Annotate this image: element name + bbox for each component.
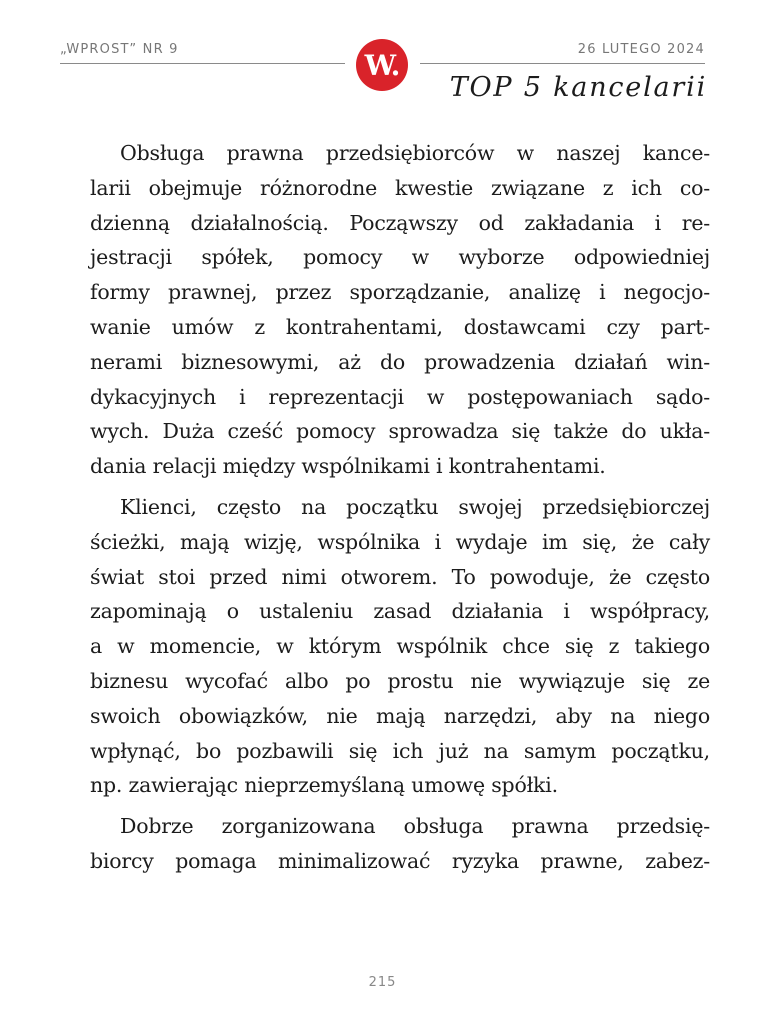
paragraph-3	[60, 809, 710, 879]
text-line: np. zawierając nieprzemyślaną umowę spółki.	[90, 773, 558, 798]
paragraph-2	[60, 490, 710, 803]
issue-date-label: 26 LUTEGO 2024	[577, 42, 705, 57]
text-line: świat stoi przed nimi otworem. To powoduje, że często	[90, 564, 710, 589]
wprost-logo-icon: W.	[356, 39, 408, 91]
magazine-issue-label: „WPROST” NR 9	[60, 42, 179, 57]
text-line: Dobrze zorganizowana obsługa prawna przedsię-	[120, 814, 710, 839]
header-divider-right	[420, 63, 705, 64]
text-line: zapominają o ustaleniu zasad działania i współpracy,	[90, 599, 710, 624]
text-line: a w momencie, w którym wspólnik chce się z takiego	[90, 634, 710, 659]
text-line: biorcy pomaga minimalizować ryzyka prawne, zabez-	[90, 848, 710, 873]
text-line: jestracji spółek, pomocy w wyborze odpowiedniej	[90, 245, 710, 270]
text-line: wych. Duża cześć pomocy sprowadza się także do ukła-	[90, 419, 710, 444]
text-line: dania relacji między wspólnikami i kontrahentami.	[90, 454, 606, 479]
text-line: ścieżki, mają wizję, wspólnika i wydaje im się, że cały	[90, 529, 710, 554]
section-title: TOP 5 kancelarii	[449, 72, 707, 103]
text-line: dykacyjnych i reprezentacji w postępowaniach sądo-	[90, 384, 710, 409]
text-line: swoich obowiązków, nie mają narzędzi, aby na niego	[90, 703, 710, 728]
article-body	[60, 136, 710, 885]
text-line: dzienną działalnością. Począwszy od zakładania i re-	[90, 210, 710, 235]
text-line: Obsługa prawna przedsiębiorców w naszej kance-	[120, 141, 710, 165]
text-line: biznesu wycofać albo po prostu nie wywiązuje się ze	[90, 668, 710, 693]
page-number: 215	[368, 975, 397, 990]
text-line: larii obejmuje różnorodne kwestie związane z ich co-	[90, 175, 710, 200]
text-line: wanie umów z kontrahentami, dostawcami czy part-	[90, 314, 710, 339]
paragraph-1	[60, 136, 710, 484]
text-line: wpłynąć, bo pozbawili się ich już na samym początku,	[90, 738, 710, 763]
text-line: formy prawnej, przez sporządzanie, analizę i negocjo-	[90, 280, 710, 305]
text-line: nerami biznesowymi, aż do prowadzenia działań win-	[90, 349, 710, 374]
header-divider-left	[60, 63, 345, 64]
text-line: Klienci, często na początku swojej przedsiębiorczej	[120, 494, 710, 519]
